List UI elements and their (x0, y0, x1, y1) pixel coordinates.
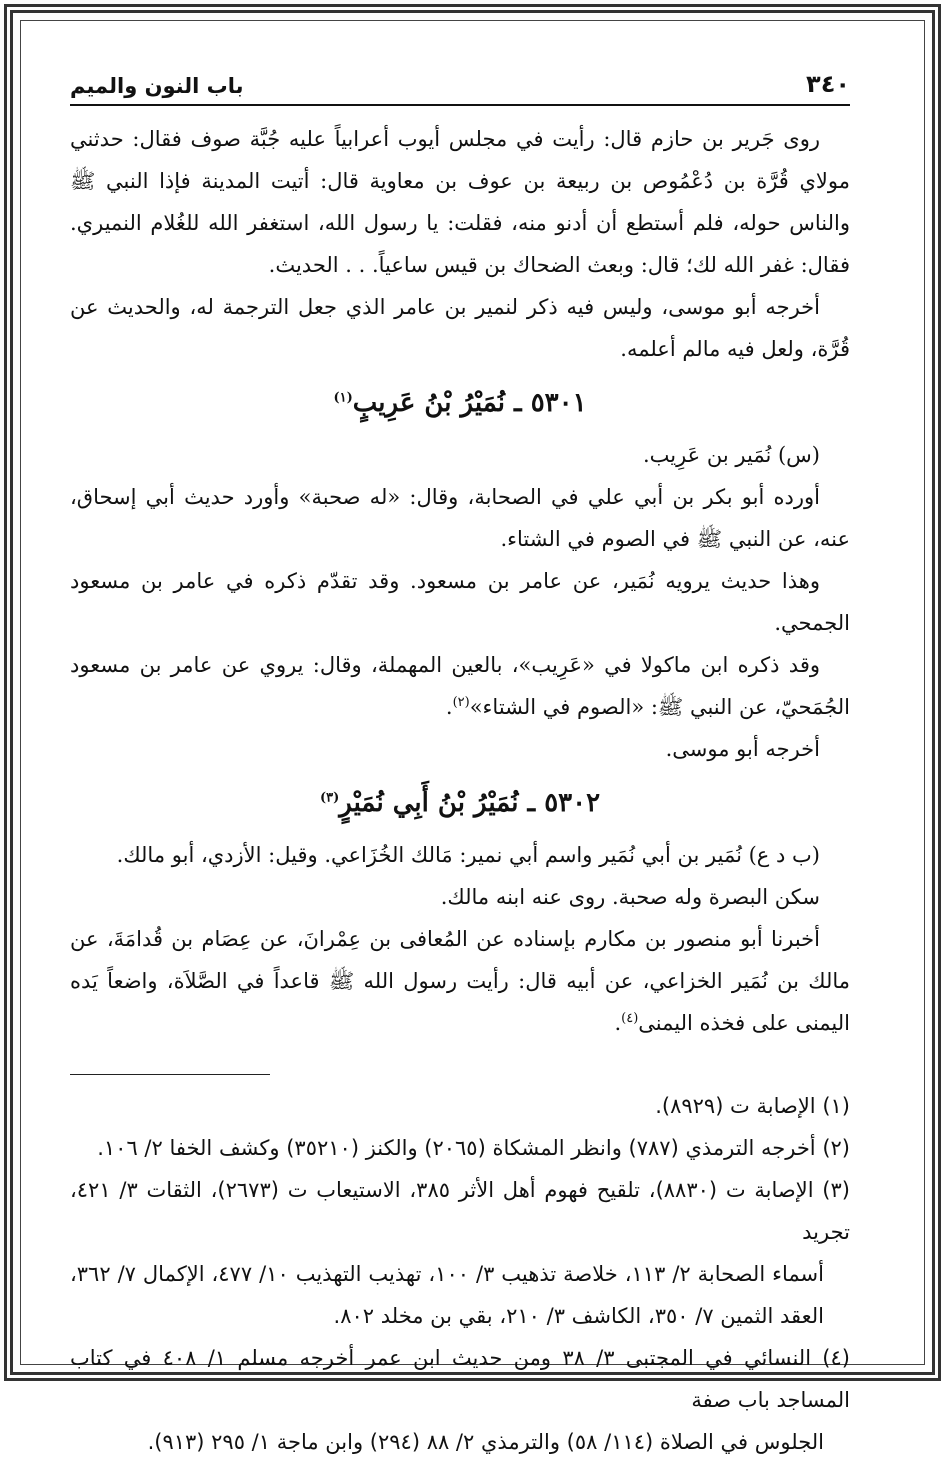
entry-5301-paragraph-5: أخرجه أبو موسى. (665, 737, 820, 761)
footnote-4-continued: الجلوس في الصلاة (١١٤/ ٥٨) والترمذي ٢/ ٨٨ (٢٩٤) وابن ماجة ١/ ٢٩٥ (٩١٣). (147, 1430, 824, 1454)
entry-5302-paragraph-3-end: . (614, 1011, 622, 1035)
entry-5301-paragraph-4-end: . (445, 695, 453, 719)
footnote-3-continued: أسماء الصحابة ٢/ ١١٣، خلاصة تذهيب ٣/ ١٠٠، تهذيب التهذيب ١٠/ ٤٧٧، الإكمال ٧/ ٣٦٢، العقد الثمين ٧/ ٣٥٠، الكاشف ٣/ ٢١٠، بقي بن مخلد ٨٠٢. (70, 1262, 824, 1328)
entry-5301-paragraph-4-text: وقد ذكره ابن ماكولا في «عَرِيب»، بالعين المهملة، وقال: يروي عن عامر بن مسعود الجُمَحيّ، عن النبي ﷺ: «الصوم في الشتاء» (70, 653, 850, 719)
footnote-separator (70, 1074, 270, 1075)
paragraph-abu-musa-note: أخرجه أبو موسى، وليس فيه ذكر لنمير بن عامر الذي جعل الترجمة له، والحديث عن قُرَّة، ولعل فيه مالم أعلمه. (70, 295, 850, 361)
entry-5301-name: (س) نُمَير بن عَرِيب. (642, 443, 820, 467)
entry-title-5302-text: ٥٣٠٢ ـ نُمَيْرُ بْنُ أَبِي نُمَيْرٍ (339, 788, 601, 818)
paragraph-hadith-qurra: روى جَرير بن حازم قال: رأيت في مجلس أيوب أعرابياً عليه جُبَّة صوف فقال: حدثني مولاي قُرَّة بن دُعْمُوص بن ربيعة بن عوف بن معاوية قال: أتيت المدينة فإذا النبي ﷺ والناس حوله، فلم أستطع أن أدنو منه، فقلت: يا رسول الله، استغفر الله للغُلام النميري. فقال: غفر الله لك؛ قال: وبعث الضحاك بن قيس ساعياً. . . الحديث. (70, 127, 850, 277)
entry-5301-paragraph-4 (70, 644, 850, 728)
footnotes (70, 1085, 850, 1463)
entry-title-5301 (70, 378, 850, 428)
entry-title-5301-text: ٥٣٠١ ـ نُمَيْرُ بْنُ عَرِيبٍ (352, 388, 587, 418)
entry-title-5302 (70, 778, 850, 828)
footnote-2: (٢) أخرجه الترمذي (٧٨٧) وانظر المشكاة (٢٠٦٥) والكنز (٣٥٢١٠) وكشف الخفا ٢/ ١٠٦. (97, 1136, 850, 1160)
entry-5302-paragraph-2: سكن البصرة وله صحبة. روى عنه ابنه مالك. (440, 885, 820, 909)
entry-5302-name: (ب د ع) نُمَير بن أبي نُمَير واسم أبي نمير: مَالك الخُزَاعي. وقيل: الأزدي، أبو مالك. (116, 843, 820, 867)
chapter-title: باب النون والميم (70, 74, 244, 98)
book-page (70, 70, 850, 1463)
entry-5302-paragraph-3 (70, 918, 850, 1044)
footnote-ref-1: (١) (333, 390, 353, 406)
running-header (70, 70, 850, 106)
footnote-ref-3: (٣) (319, 790, 340, 806)
footnote-4: (٤) النسائي في المجتبى ٣/ ٣٨ ومن حديث ابن عمر أخرجه مسلم ١/ ٤٠٨ في كتاب المساجد باب صفة (70, 1346, 850, 1412)
page-number: ٣٤٠ (806, 70, 850, 98)
footnote-3: (٣) الإصابة ت (٨٨٣٠)، تلقيح فهوم أهل الأثر ٣٨٥، الاستيعاب ت (٢٦٧٣)، الثقات ٣/ ٤٢١، تجريد (70, 1178, 850, 1244)
footnote-ref-2: (٢) (452, 695, 470, 710)
entry-5302-paragraph-3-text: أخبرنا أبو منصور بن مكارم بإسناده عن المُعافى بن عِمْرانَ، عن عِصَام بن قُدامَةَ، عن مالك بن نُمَير الخزاعي، عن أبيه قال: رأيت رسول الله ﷺ قاعداً في الصَّلاَة، واضعاً يَده اليمنى على فخذه اليمنى (70, 927, 850, 1035)
footnote-ref-4: (٤) (621, 1011, 639, 1026)
entry-5301-paragraph-3: وهذا حديث يرويه نُمَير، عن عامر بن مسعود. وقد تقدّم ذكره في عامر بن مسعود الجمحي. (70, 569, 850, 635)
footnote-1: (١) الإصابة ت (٨٩٢٩). (655, 1094, 850, 1118)
entry-5301-paragraph-2: أورده أبو بكر بن أبي علي في الصحابة، وقال: «له صحبة» وأورد حديث أبي إسحاق، عنه، عن النبي ﷺ في الصوم في الشتاء. (70, 485, 850, 551)
